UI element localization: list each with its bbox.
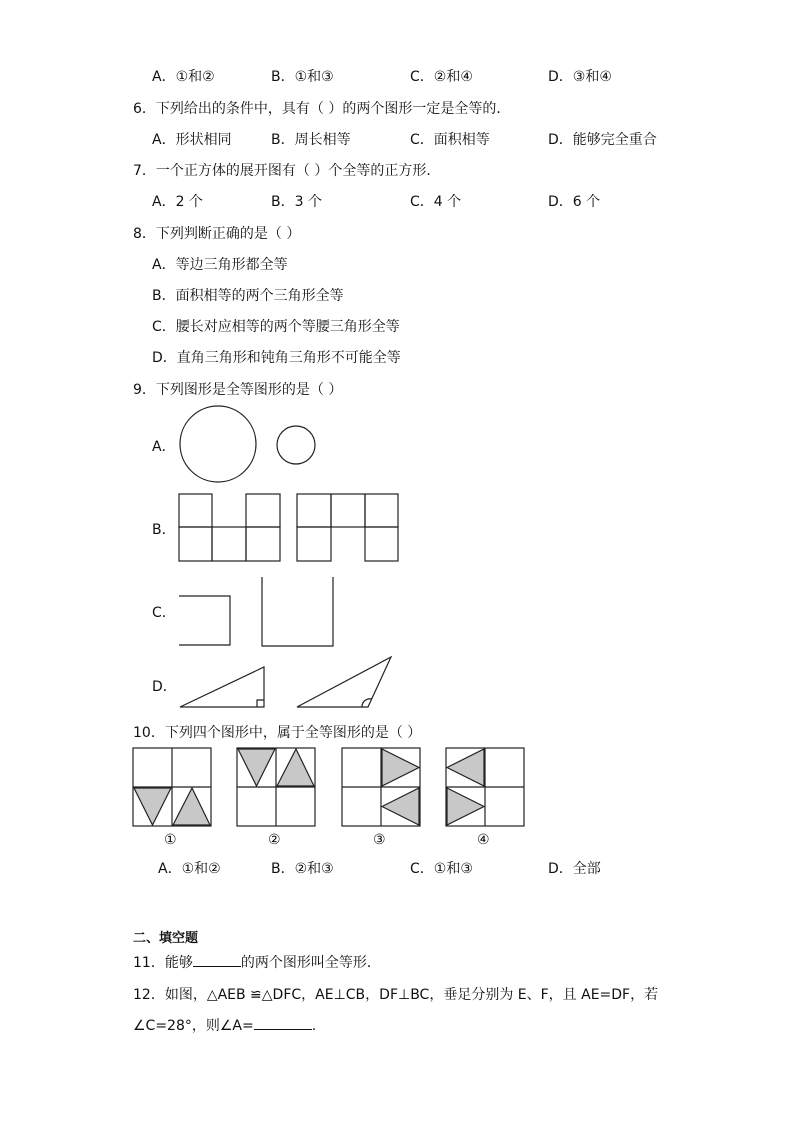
q9-label-c: C． <box>152 605 176 621</box>
q6-option-b: B．周长相等 <box>271 132 351 148</box>
section-title: 二、填空题 <box>133 931 199 946</box>
q12-line-1: 12．如图，△AEB ≌△DFC，AE⊥CB，DF⊥BC，垂足分别为 E、F，且 AE=DF，若 <box>133 987 659 1003</box>
q10-figure-label-3: ③ <box>373 832 386 848</box>
q8-option-a: A．等边三角形都全等 <box>152 257 288 273</box>
q10-figure-4 <box>446 748 524 826</box>
q10-figure-1 <box>133 748 211 826</box>
q9-label-b: B． <box>152 522 176 538</box>
q9-stem: 9．下列图形是全等图形的是（ ） <box>133 382 343 398</box>
q7-option-a: A．2 个 <box>152 194 203 210</box>
q6-stem: 6．下列给出的条件中，具有（ ）的两个图形一定是全等的． <box>133 101 511 117</box>
q8-stem: 8．下列判断正确的是（ ） <box>133 226 301 242</box>
q9-label-d: D． <box>152 679 177 695</box>
q11-text-after: 的两个图形叫全等形． <box>240 955 381 971</box>
q10-figure-label-4: ④ <box>477 832 490 848</box>
q6-option-c: C．面积相等 <box>410 132 490 148</box>
q10-figure-label-2: ② <box>268 832 281 848</box>
q11 <box>133 952 381 972</box>
q7-option-c: C．4 个 <box>410 194 462 210</box>
q10-option-b: B．②和③ <box>271 861 334 877</box>
q10-option-a: A．①和② <box>158 861 221 877</box>
q7-stem: 7．一个正方体的展开图有（ ）个全等的正方形． <box>133 163 441 179</box>
q5-option-b: B．①和③ <box>271 69 334 85</box>
q10-figure-3 <box>342 748 420 826</box>
q8-option-c: C．腰长对应相等的两个等腰三角形全等 <box>152 319 400 335</box>
q5-option-c: C．②和④ <box>410 69 473 85</box>
q6-option-a: A．形状相同 <box>152 132 232 148</box>
q7-option-d: D．6 个 <box>548 194 601 210</box>
q10-option-d: D．全部 <box>548 861 601 877</box>
q11-blank <box>193 952 241 967</box>
q5-option-d: D．③和④ <box>548 69 612 85</box>
q10-figure-2 <box>237 748 315 826</box>
q10-stem: 10．下列四个图形中，属于全等图形的是（ ） <box>133 725 422 741</box>
q10-option-c: C．①和③ <box>410 861 473 877</box>
q12-line-2 <box>133 1015 316 1035</box>
q9-label-a: A． <box>152 439 176 455</box>
q11-text-before: 11．能够 <box>133 955 193 971</box>
q10-figure-label-1: ① <box>164 832 177 848</box>
q8-option-b: B．面积相等的两个三角形全等 <box>152 288 344 304</box>
q5-option-a: A．①和② <box>152 69 215 85</box>
q6-option-d: D．能够完全重合 <box>548 132 657 148</box>
q12-text-before: ∠C=28°，则∠A= <box>133 1018 254 1034</box>
q7-option-b: B．3 个 <box>271 194 322 210</box>
q8-option-d: D．直角三角形和钝角三角形不可能全等 <box>152 350 401 366</box>
q12-blank <box>254 1015 312 1030</box>
q12-text-after: . <box>311 1018 317 1034</box>
